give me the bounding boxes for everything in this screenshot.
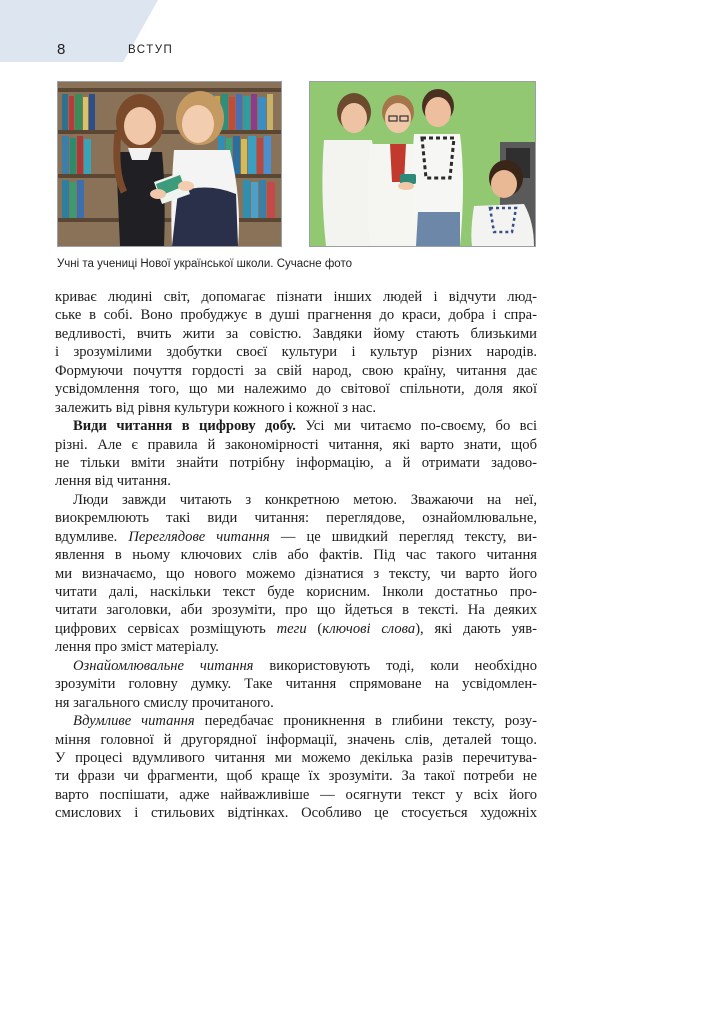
text-line <box>55 417 537 435</box>
page-number: 8 <box>57 41 66 58</box>
text-line: лення про зміст матеріалу. <box>55 639 219 656</box>
text-run: цифрових сервісах розміщують <box>55 620 277 637</box>
text-line: У процесі вдумливого читання ми можемо декілька разів перечитува- <box>55 749 537 766</box>
text-line: виокремлюють такі види читання: переглядове, ознайомлювальне, <box>55 510 537 527</box>
text-line: ня загального смислу прочитаного. <box>55 694 274 711</box>
text-run: — це швидкий перегляд тексту, ви- <box>269 528 537 545</box>
text-line <box>55 620 537 638</box>
text-line: різні. Але є правила й закономірності читання, які варто знати, щоб <box>55 436 537 453</box>
term-italic: ключові слова <box>322 620 416 637</box>
text-line: читати заголовки, аби зрозуміти, про що йдеться в тексті. На деяких <box>55 602 537 619</box>
text-line: читати далі, наскільки текст буде корисним. Інколи достатньо про- <box>55 584 537 600</box>
girls-reading-illustration <box>58 82 281 246</box>
text-run: ), які дають уяв- <box>415 620 537 637</box>
boys-with-phone-illustration <box>310 82 535 246</box>
term-italic: Переглядове читання <box>128 528 270 545</box>
text-line: варто поспішати, адже найважливіше — осягнути текст у всіх його <box>55 786 537 803</box>
term-italic: Вдумливе читання <box>73 713 195 730</box>
text-line: Люди завжди читають з конкретною метою. Зважаючи на неї, <box>73 491 537 508</box>
text-line: усвідомлення того, що ми належимо до світової спільноти, доля якої <box>55 381 537 398</box>
text-run: вдумливе. <box>55 528 129 545</box>
text-line: ське в собі. Воно пробуджує в душі прагнення до краси, добра і спра- <box>55 307 537 324</box>
term-italic: теги <box>276 620 307 637</box>
text-line: смислових і стильових відтінках. Особливо це стосується художніх <box>55 805 537 822</box>
text-line: міння головної й другорядної інформації, значень слів, деталей тощо. <box>55 731 537 748</box>
text-line <box>55 712 537 730</box>
text-line: залежить від рівня культури кожного і кожної з нас. <box>55 399 377 416</box>
section-heading: Види читання в цифрову добу. <box>73 418 296 435</box>
photo-caption: Учні та учениці Нової української школи. Сучасне фото <box>57 258 352 270</box>
text-run: передбачає проникнення в глибини тексту, розу- <box>194 713 537 730</box>
text-line <box>55 528 537 546</box>
section-label: ВСТУП <box>128 44 174 56</box>
text-run: використовують тоді, коли необхідно <box>253 657 537 674</box>
text-line: Формуючи почуття гордості за свій народ, свою країну, читання дає <box>55 362 537 379</box>
text-line: зрозуміти головну думку. Таке читання спрямоване на усвідомлен- <box>55 676 537 693</box>
text-line: ведливості, вчить жити за совістю. Завдяки йому стають близькими <box>55 325 537 342</box>
text-line: явлення в ньому ключових слів або фактів. Під час такого читання <box>55 547 537 564</box>
text-line: ми визначаємо, що нового можемо дізнатися з тексту, чи варто його <box>55 565 537 582</box>
text-line <box>55 657 537 675</box>
girls-reading-photo <box>57 81 282 247</box>
text-run: Усі ми читаємо по-своєму, бо всі <box>295 418 537 435</box>
body-text <box>55 288 537 823</box>
term-italic: Ознайомлювальне читання <box>73 657 254 674</box>
text-line: лення від читання. <box>55 473 171 490</box>
text-line: ти фрази чи фрагменти, щоб краще їх зрозуміти. За такої потреби не <box>55 768 537 785</box>
text-line: і зрозумілими здобутки своєї культури і культур різних народів. <box>55 344 537 361</box>
text-line: криває людині світ, допомагає пізнати інших людей і відчути люд- <box>55 289 537 305</box>
text-line: не тільки вміти знайти потрібну інформацію, а й отримати задово- <box>55 454 537 471</box>
boys-with-phone-photo <box>309 81 536 247</box>
text-run: ( <box>306 620 323 637</box>
